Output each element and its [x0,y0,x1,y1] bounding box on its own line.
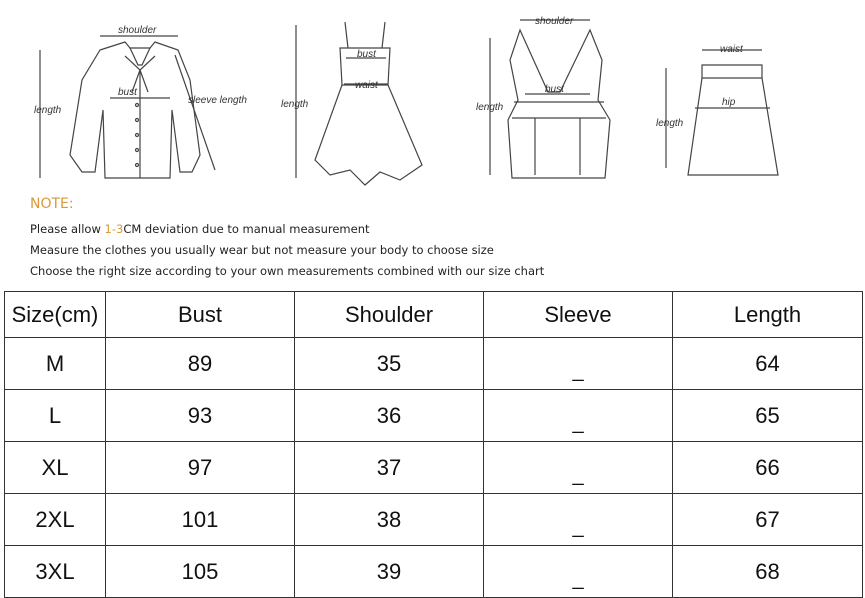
header-bust: Bust [106,292,295,338]
dress-bust-label: bust [357,49,376,60]
cell-size: XL [5,442,106,494]
note-line-2: Measure the clothes you usually wear but not measure your body to choose size [30,243,494,257]
tank-bust-label: bust [545,84,564,95]
table-row [5,390,863,442]
header-shoulder: Shoulder [295,292,484,338]
shirt-diagram [40,36,215,178]
cell-bust: 105 [106,546,295,598]
table-row [5,442,863,494]
cell-length: 64 [673,338,863,390]
note-line-1-pre: Please allow [30,222,105,236]
note-line-3: Choose the right size according to your own measurements combined with our size chart [30,264,545,278]
table-row [5,494,863,546]
dress-waist-label: waist [355,80,378,91]
cell-shoulder: 35 [295,338,484,390]
cell-length: 65 [673,390,863,442]
cell-length: 67 [673,494,863,546]
skirt-diagram [666,50,778,175]
cell-size: 3XL [5,546,106,598]
dress-length-label: length [281,99,309,110]
header-size: Size(cm) [5,292,106,338]
skirt-waist-label: waist [720,44,743,55]
cell-sleeve: _ [484,338,673,390]
shirt-sleeve-label: sleeve length [188,95,247,106]
cell-sleeve: _ [484,494,673,546]
cell-bust: 89 [106,338,295,390]
table-row [5,546,863,598]
header-length: Length [673,292,863,338]
note-line-1-highlight: 1-3 [104,222,124,236]
note-title: NOTE: [30,196,74,212]
shirt-bust-label: bust [118,87,137,98]
cell-sleeve: _ [484,390,673,442]
header-sleeve: Sleeve [484,292,673,338]
cell-bust: 93 [106,390,295,442]
skirt-length-label: length [656,118,684,129]
measurement-guide [0,0,865,292]
skirt-hip-label: hip [722,97,736,108]
note-line-1-post: CM deviation due to manual measurement [123,222,370,236]
cell-sleeve: _ [484,546,673,598]
cell-bust: 101 [106,494,295,546]
cell-shoulder: 38 [295,494,484,546]
dress-diagram [296,22,422,185]
shirt-length-label: length [34,105,62,116]
size-chart-table [4,291,863,598]
cell-length: 68 [673,546,863,598]
cell-length: 66 [673,442,863,494]
table-header-row [5,292,863,338]
tank-length-label: length [476,102,504,113]
cell-shoulder: 36 [295,390,484,442]
table-row [5,338,863,390]
cell-size: 2XL [5,494,106,546]
tank-diagram [490,20,610,178]
shirt-shoulder-label: shoulder [118,25,157,36]
cell-shoulder: 37 [295,442,484,494]
cell-bust: 97 [106,442,295,494]
tank-shoulder-label: shoulder [535,16,574,27]
cell-size: M [5,338,106,390]
cell-sleeve: _ [484,442,673,494]
note-line-1 [30,222,370,236]
cell-size: L [5,390,106,442]
cell-shoulder: 39 [295,546,484,598]
